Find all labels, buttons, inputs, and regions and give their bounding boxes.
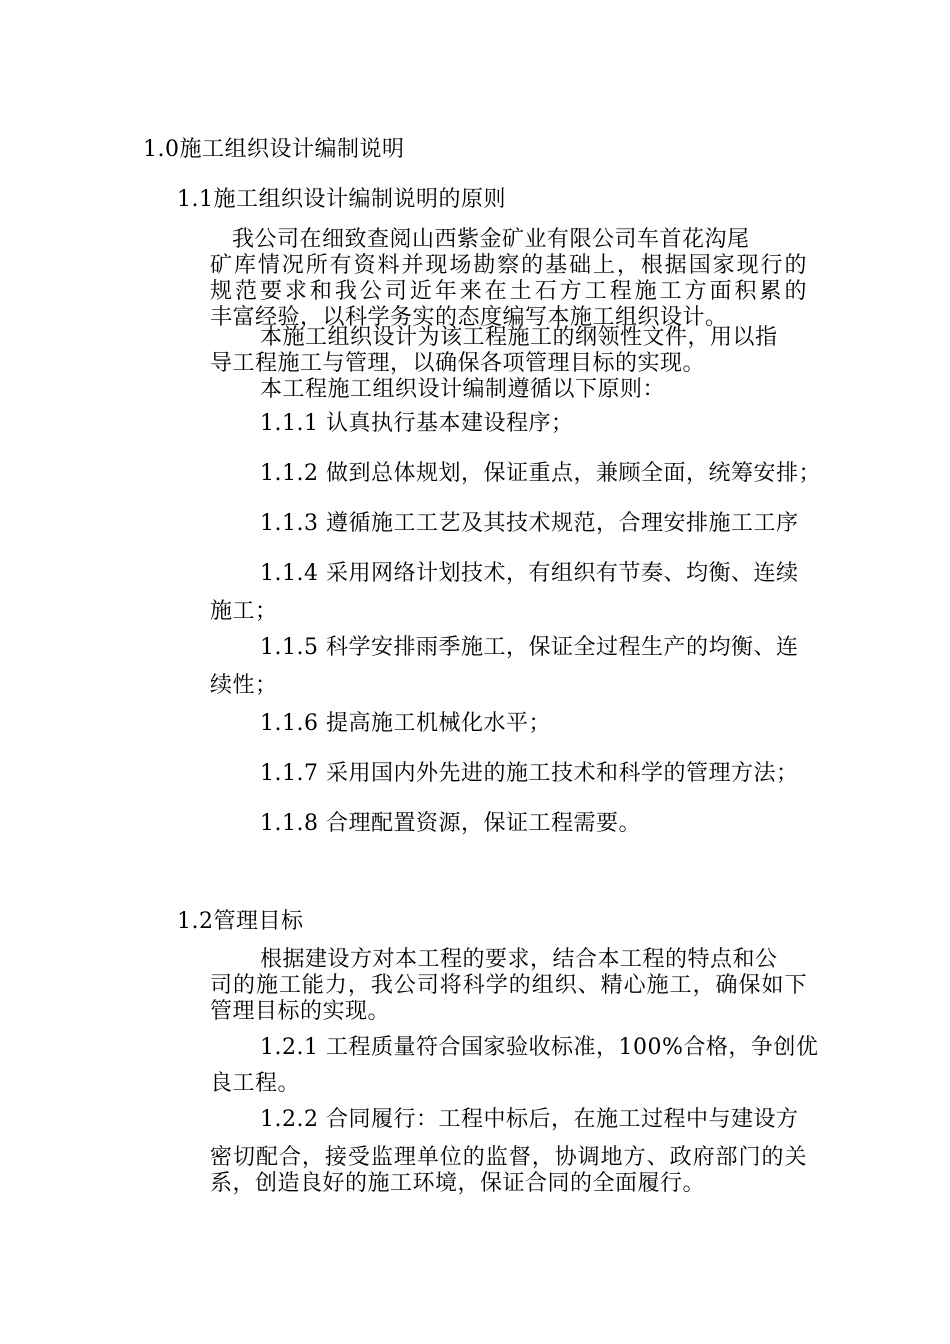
paragraph-line: 我公司在细致查阅山西紫金矿业有限公司车首花沟尾 [232,227,750,252]
principle-item: 1.1.8 合理配置资源，保证工程需要。 [260,811,641,836]
principle-item: 1.1.5 科学安排雨季施工，保证全过程生产的均衡、连 [260,635,799,660]
principle-item: 1.1.4 采用网络计划技术，有组织有节奏、均衡、连续 [260,561,799,586]
goal-item-continued: 良工程。 [210,1071,301,1096]
goal-item: 1.2.2 合同履行：工程中标后，在施工过程中与建设方 [260,1107,799,1132]
principle-item: 1.1.2 做到总体规划，保证重点，兼顾全面，统筹安排； [260,461,821,486]
paragraph-line: 管理目标的实现。 [210,999,391,1024]
paragraph-line: 导工程施工与管理，以确保各项管理目标的实现。 [210,351,706,376]
paragraph-line: 本工程施工组织设计编制遵循以下原则： [260,377,666,402]
paragraph-line: 司的施工能力，我公司将科学的组织、精心施工，确保如下 [210,973,807,998]
principle-item: 1.1.3 遵循施工工艺及其技术规范，合理安排施工工序 [260,511,799,536]
goal-item-continued: 密切配合，接受监理单位的监督，协调地方、政府部门的关 [210,1145,807,1170]
principle-item: 1.1.1 认真执行基本建设程序； [260,411,574,436]
goal-item-continued: 系，创造良好的施工环境，保证合同的全面履行。 [210,1171,706,1196]
paragraph-line: 矿库情况所有资料并现场勘察的基础上，根据国家现行的 [210,253,807,278]
section-heading-1-2: 1.2管理目标 [177,909,304,934]
paragraph-line: 丰富经验，以科学务实的态度编写本施工组织设计。 [210,305,728,330]
principle-item: 1.1.6 提高施工机械化水平； [260,711,551,736]
paragraph-line: 规范要求和我公司近年来在土石方工程施工方面积累的 [210,279,807,304]
paragraph-line: 根据建设方对本工程的要求，结合本工程的特点和公 [260,947,778,972]
paragraph-line: 本施工组织设计为该工程施工的纲领性文件，用以指 [260,325,778,350]
section-heading-1-1: 1.1施工组织设计编制说明的原则 [177,187,506,212]
principle-item-continued: 续性； [210,673,278,698]
goal-item: 1.2.1 工程质量符合国家验收标准，100%合格，争创优 [260,1035,819,1060]
section-heading-1-0: 1.0施工组织设计编制说明 [143,137,405,162]
principle-item: 1.1.7 采用国内外先进的施工技术和科学的管理方法； [260,761,799,786]
principle-item-continued: 施工； [210,599,278,624]
